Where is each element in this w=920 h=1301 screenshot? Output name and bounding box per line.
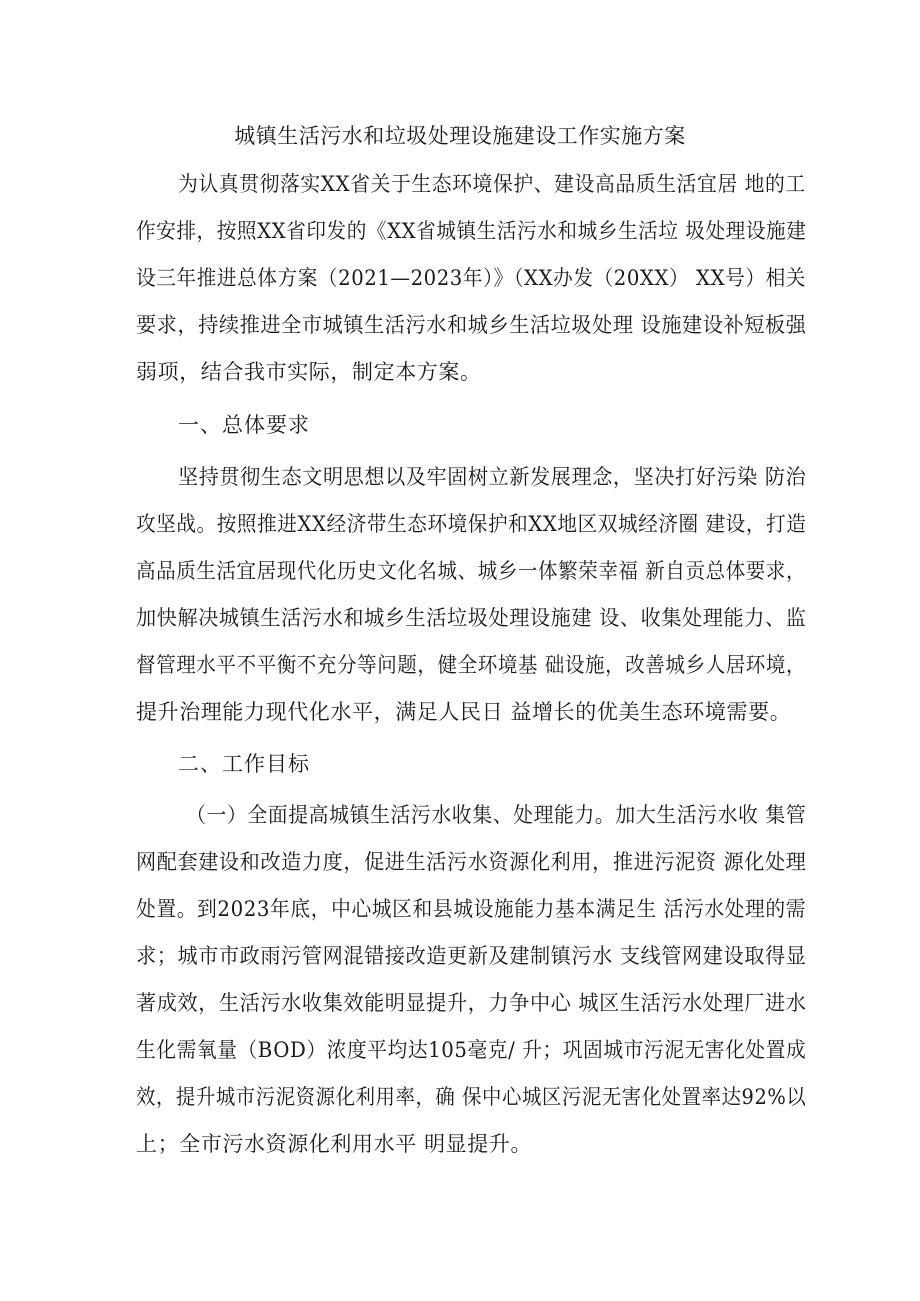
goal1-line-2: 网配套建设和改造力度，促进生活污水资源化利用，推进污泥资 源化处理 bbox=[136, 850, 807, 874]
goal1-line-1: （一）全面提高城镇生活污水收集、处理能力。加大生活污水收 集管 bbox=[186, 803, 807, 827]
goal1-line-4: 求；城市市政雨污管网混错接改造更新及建制镇污水 支线管网建设取得显 bbox=[136, 944, 807, 968]
goal1-line-5: 著成效，生活污水收集效能明显提升，力争中心 城区生活污水处理厂进水 bbox=[136, 991, 807, 1015]
general-line-3: 高品质生活宜居现代化历史文化名城、城乡一体繁荣幸福 新自贡总体要求， bbox=[136, 559, 807, 583]
intro-line-5: 弱项，结合我市实际，制定本方案。 bbox=[136, 360, 482, 384]
intro-line-2: 作安排，按照XX省印发的《XX省城镇生活污水和城乡生活垃 圾处理设施建 bbox=[136, 219, 807, 243]
goal1-line-8: 上；全市污水资源化利用水平 明显提升。 bbox=[136, 1132, 533, 1156]
general-line-5: 督管理水平不平衡不充分等问题，健全环境基 础设施，改善城乡人居环境， bbox=[136, 653, 807, 677]
goal1-line-6: 生化需氧量（BOD）浓度平均达105毫克/ 升；巩固城市污泥无害化处置成 bbox=[136, 1038, 807, 1062]
general-line-1: 坚持贯彻生态文明思想以及牢固树立新发展理念，坚决打好污染 防治 bbox=[178, 465, 807, 489]
section-heading-2: 二、工作目标 bbox=[178, 752, 310, 776]
general-line-4: 加快解决城镇生活污水和城乡生活垃圾处理设施建 设、收集处理能力、监 bbox=[136, 606, 807, 630]
general-line-6: 提升治理能力现代化水平，满足人民日 益增长的优美生态环境需要。 bbox=[136, 700, 792, 724]
intro-line-3: 设三年推进总体方案（2021—2023年）》（XX办发（20XX） XX号）相关 bbox=[136, 266, 807, 290]
goal1-line-7: 效，提升城市污泥资源化利用率，确 保中心城区污泥无害化处置率达92%以 bbox=[136, 1085, 807, 1109]
document-title: 城镇生活污水和垃圾处理设施建设工作实施方案 bbox=[234, 124, 686, 148]
intro-line-1: 为认真贯彻落实XX省关于生态环境保护、建设高品质生活宜居 地的工 bbox=[178, 172, 806, 196]
goal1-line-3: 处置。到2023年底，中心城区和县城设施能力基本满足生 活污水处理的需 bbox=[136, 897, 807, 921]
intro-line-4: 要求，持续推进全市城镇生活污水和城乡生活垃圾处理 设施建设补短板强 bbox=[136, 313, 807, 337]
general-line-2: 攻坚战。按照推进XX经济带生态环境保护和XX地区双城经济圈 建设，打造 bbox=[136, 512, 807, 536]
section-heading-1: 一、总体要求 bbox=[178, 413, 310, 437]
